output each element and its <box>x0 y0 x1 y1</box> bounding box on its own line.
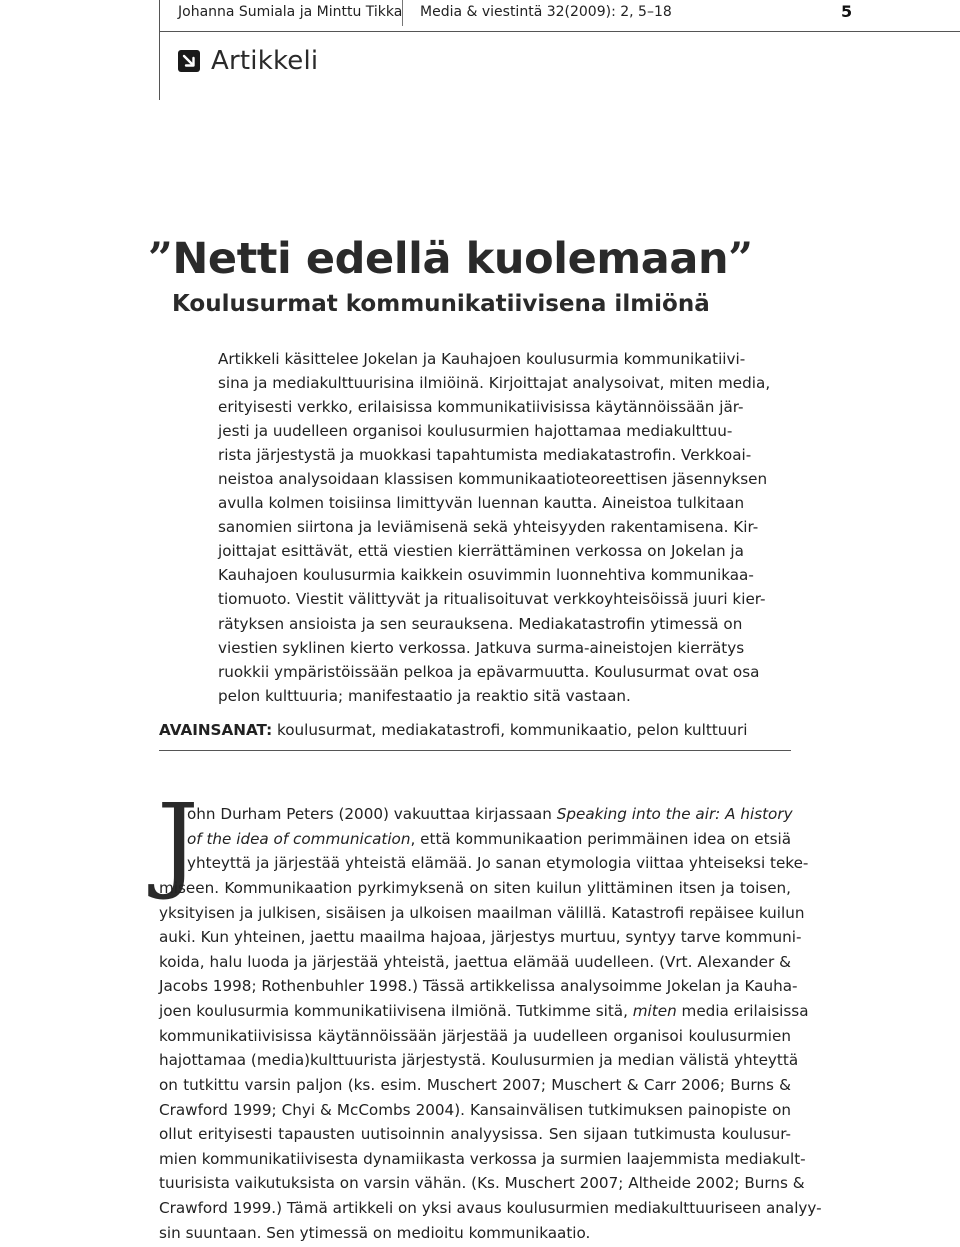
body-line <box>159 827 791 852</box>
header-authors: Johanna Sumiala ja Minttu Tikka <box>178 4 403 20</box>
body-line: sin suuntaan. Sen ytimessä on medioitu kommunikaatio. <box>159 1223 591 1242</box>
body-line: miseen. Kommunikaation pyrkimyksenä on siten kuilun ylittäminen itsen ja toisen, <box>159 878 791 897</box>
abstract-line: tiomuoto. Viestit välittyvät ja ritualisoituvat verkkoyhteisöissä juuri kier- <box>218 590 766 609</box>
body-line: kommunikatiivisissa käytännöissään järjestää ja uudelleen organisoi koulusurmien <box>159 1026 791 1045</box>
keywords <box>159 721 748 739</box>
running-header <box>178 2 853 24</box>
body-line: yhteyttä ja järjestää yhteistä elämää. Jo sanan etymologia viittaa yhteiseksi teke- <box>187 854 809 873</box>
keywords-label: AVAINSANAT: <box>159 721 273 739</box>
abstract-line: sanomien siirtona ja leviämisenä sekä yhteisyyden rakentamisena. Kir- <box>218 518 759 537</box>
body-line: Crawford 1999.) Tämä artikkeli on yksi avaus koulusurmien mediakulttuuriseen analyy- <box>159 1199 822 1217</box>
margin-vertical-rule <box>159 0 160 100</box>
body-line: Crawford 1999; Chyi & McCombs 2004). Kansainvälisen tutkimuksen painopiste on <box>159 1100 791 1119</box>
body-line-segment: , että kommunikaation perimmäinen idea on etsiä <box>410 829 792 848</box>
body-line: hajottamaa (media)kulttuurista järjestystä. Koulusurmien ja median välistä yhteyttä <box>159 1051 799 1070</box>
body-line-segment: ohn Durham Peters (2000) vakuuttaa kirjassaan <box>187 805 557 823</box>
body-text <box>159 802 822 1245</box>
body-line <box>159 802 791 827</box>
section-label: Artikkeli <box>211 46 319 76</box>
keywords-text: koulusurmat, mediakatastrofi, kommunikaatio, pelon kulttuuri <box>272 721 748 739</box>
book-title-italic: Speaking into the air: A history <box>556 805 793 823</box>
abstract-line: rista järjestystä ja muokkasi tapahtumista mediakatastrofin. Verkkoai- <box>218 446 752 465</box>
title-close-quote: ” <box>728 234 753 284</box>
body-line: yksityisen ja julkisen, sisäisen ja ulkoisen maailman välillä. Katastrofi repäisee kuilun <box>159 903 805 922</box>
header-rule <box>159 31 960 32</box>
abstract-line: avulla kolmen toisiinsa limittyvän luennan kautta. Aineistoa tulkitaan <box>218 494 745 513</box>
body-line-segment: joen koulusurmia kommunikatiivisena ilmiönä. Tutkimme sitä, <box>159 1002 633 1020</box>
arrow-down-right-icon <box>178 50 200 72</box>
abstract-line: erityisesti verkko, erilaisissa kommunikatiivisissa käytännöissään jär- <box>218 398 744 417</box>
body-line: ollut erityisesti tapausten uutisoinnin analyysissa. Sen sijaan tutkimusta koulusur- <box>159 1125 791 1144</box>
abstract-line: sina ja mediakulttuurisina ilmiöinä. Kirjoittajat analysoivat, miten media, <box>218 374 771 393</box>
abstract-line: rätyksen ansioista ja sen seurauksena. Mediakatastrofin ytimessä on <box>218 614 743 633</box>
section-heading <box>178 46 318 76</box>
article-title <box>148 234 753 284</box>
body-line: on tutkittu varsin paljon (ks. esim. Muschert 2007; Muschert & Carr 2006; Burns & <box>159 1075 791 1094</box>
page-number: 5 <box>841 2 853 21</box>
header-separator <box>402 0 403 26</box>
abstract-line: Kauhajoen koulusurmia kaikkein osuvimmin luonnehtiva kommunikaa- <box>218 566 754 585</box>
body-line-segment: media erilaisissa <box>676 1002 809 1020</box>
title-open-quote: ” <box>148 234 173 284</box>
abstract-line: Artikkeli käsittelee Jokelan ja Kauhajoen koulusurmia kommunikatiivi- <box>218 350 746 368</box>
abstract-line: neistoa analysoidaan klassisen kommunikaatioteoreettisen jäsennyksen <box>218 470 768 489</box>
body-line: auki. Kun yhteinen, jaettu maailma hajoaa, järjestys murtuu, syntyy tarve kommuni- <box>159 928 802 947</box>
body-line: koida, halu luoda ja järjestää yhteistä, jaettua elämää uudelleen. (Vrt. Alexander & <box>159 952 791 971</box>
abstract-line: joittajat esittävät, että viestien kierrättäminen verkossa on Jokelan ja <box>218 542 744 561</box>
drop-cap: J <box>157 781 199 903</box>
book-title-italic: of the idea of communication <box>187 829 411 848</box>
abstract-line: jesti ja uudelleen organisoi koulusurmien hajottamaa mediakulttuu- <box>218 422 733 441</box>
abstract <box>218 347 778 708</box>
title-text: Netti edellä kuolemaan <box>172 234 729 284</box>
abstract-line: viestien syklinen kierto verkossa. Jatkuva surma-aineistojen kierrätys <box>218 638 745 657</box>
header-journal: Media & viestintä 32(2009): 2, 5–18 <box>420 4 672 20</box>
body-line: tuurisista vaikutuksista on varsin vähän. (Ks. Muschert 2007; Altheide 2002; Burns & <box>159 1174 805 1193</box>
abstract-line: pelon kulttuuria; manifestaatio ja reaktio sitä vastaan. <box>218 686 631 705</box>
abstract-line: ruokkii ympäristöissään pelkoa ja epävarmuutta. Koulusurmat ovat osa <box>218 662 760 681</box>
body-line: Jacobs 1998; Rothenbuhler 1998.) Tässä artikkelissa analysoimme Jokelan ja Kauha- <box>159 977 798 996</box>
emphasis-italic: miten <box>632 1002 677 1020</box>
article-subtitle: Koulusurmat kommunikatiivisena ilmiönä <box>172 291 710 317</box>
keywords-rule <box>159 750 791 751</box>
body-line: mien kommunikatiivisesta dynamiikasta verkossa ja surmien laajemmista mediakult- <box>159 1149 806 1168</box>
body-line <box>159 999 809 1024</box>
